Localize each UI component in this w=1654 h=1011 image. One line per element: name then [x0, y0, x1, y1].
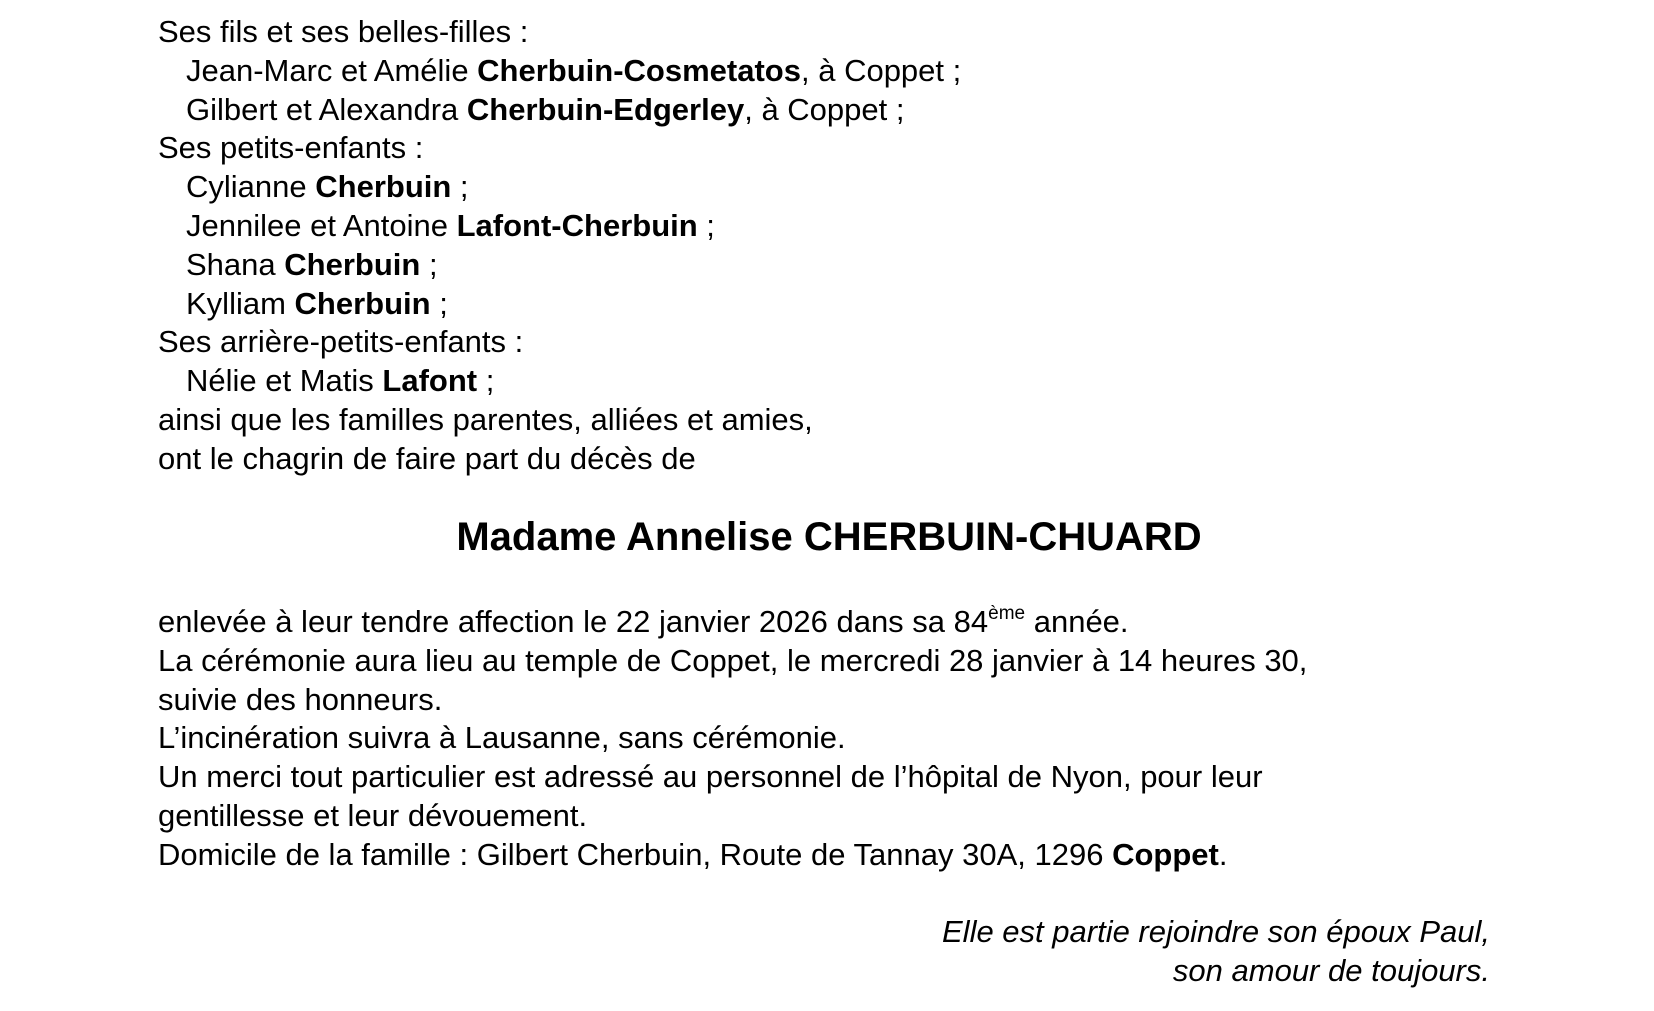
grandchild-entry [158, 285, 961, 324]
passing-text: enlevée à leur tendre affection le 22 janvier 2026 dans sa 84 [158, 604, 989, 639]
ceremony-line: La cérémonie aura lieu au temple de Coppet, le mercredi 28 janvier à 14 heures 30, [158, 642, 1308, 678]
son-first-names: Jean-Marc et Amélie [186, 52, 478, 88]
domicile-line [158, 836, 1307, 875]
thanks-line: Un merci tout particulier est adressé au personnel de l’hôpital de Nyon, pour leur [158, 759, 1263, 795]
closing-line: son amour de toujours. [1172, 952, 1490, 988]
deceased-name: Madame Annelise CHERBUIN-CHUARD [456, 515, 1202, 559]
domicile-address: Domicile de la famille : Gilbert Cherbuin, Route de Tannay 30A, 1296 [158, 836, 1113, 872]
great-grandchild-entry [158, 362, 961, 401]
grandchild-family-name: Cherbuin [294, 285, 431, 321]
son-entry [158, 91, 961, 130]
domicile-punctuation: . [1218, 836, 1228, 872]
son-family-name: Cherbuin-Edgerley [466, 91, 745, 127]
grandchild-family-name: Lafont-Cherbuin [456, 207, 698, 243]
great-grandchild-punctuation: ; [477, 363, 495, 399]
son-location: , à Coppet ; [800, 52, 962, 88]
grandchild-first-names: Shana [186, 246, 285, 282]
grandchild-first-names: Kylliam [186, 285, 295, 321]
grandchild-entry [158, 246, 961, 285]
relatives-line: ainsi que les familles parentes, alliées et amies, [158, 401, 813, 437]
grandchild-punctuation: ; [697, 207, 715, 243]
son-entry [158, 52, 961, 91]
grandchild-first-names: Cylianne [186, 169, 316, 205]
grandchild-first-names: Jennilee et Antoine [186, 207, 457, 243]
grandchild-punctuation: ; [430, 285, 448, 321]
son-location: , à Coppet ; [744, 91, 905, 127]
great-grandchild-first-names: Nélie et Matis [186, 363, 383, 399]
grandchild-family-name: Cherbuin [315, 169, 452, 205]
son-first-names: Gilbert et Alexandra [186, 91, 467, 127]
details-block [158, 603, 1307, 875]
great-grandchild-family-name: Lafont [382, 363, 478, 399]
passing-text-end: année. [1025, 604, 1129, 639]
grandchild-entry [158, 168, 961, 207]
grandchild-punctuation: ; [451, 169, 469, 205]
son-family-name: Cherbuin-Cosmetatos [477, 52, 801, 88]
domicile-city: Coppet [1112, 836, 1219, 872]
passing-line [158, 603, 1307, 642]
announcement-line: ont le chagrin de faire part du décès de [158, 440, 696, 476]
ceremony-line-continued: suivie des honneurs. [158, 681, 443, 717]
thanks-line-continued: gentillesse et leur dévouement. [158, 797, 588, 833]
cremation-line: L’incinération suivra à Lausanne, sans cérémonie. [158, 720, 846, 756]
family-list [158, 13, 961, 479]
closing-line: Elle est partie rejoindre son époux Paul, [942, 914, 1490, 949]
closing-dedication [942, 913, 1490, 991]
grandchild-family-name: Cherbuin [284, 246, 421, 282]
great-grandchildren-heading: Ses arrière-petits-enfants : [158, 324, 524, 360]
grandchildren-heading: Ses petits-enfants : [158, 130, 424, 166]
sons-heading: Ses fils et ses belles-filles : [158, 14, 529, 49]
grandchild-punctuation: ; [420, 246, 438, 282]
grandchild-entry [158, 207, 961, 246]
ordinal-suffix: ème [988, 603, 1026, 624]
